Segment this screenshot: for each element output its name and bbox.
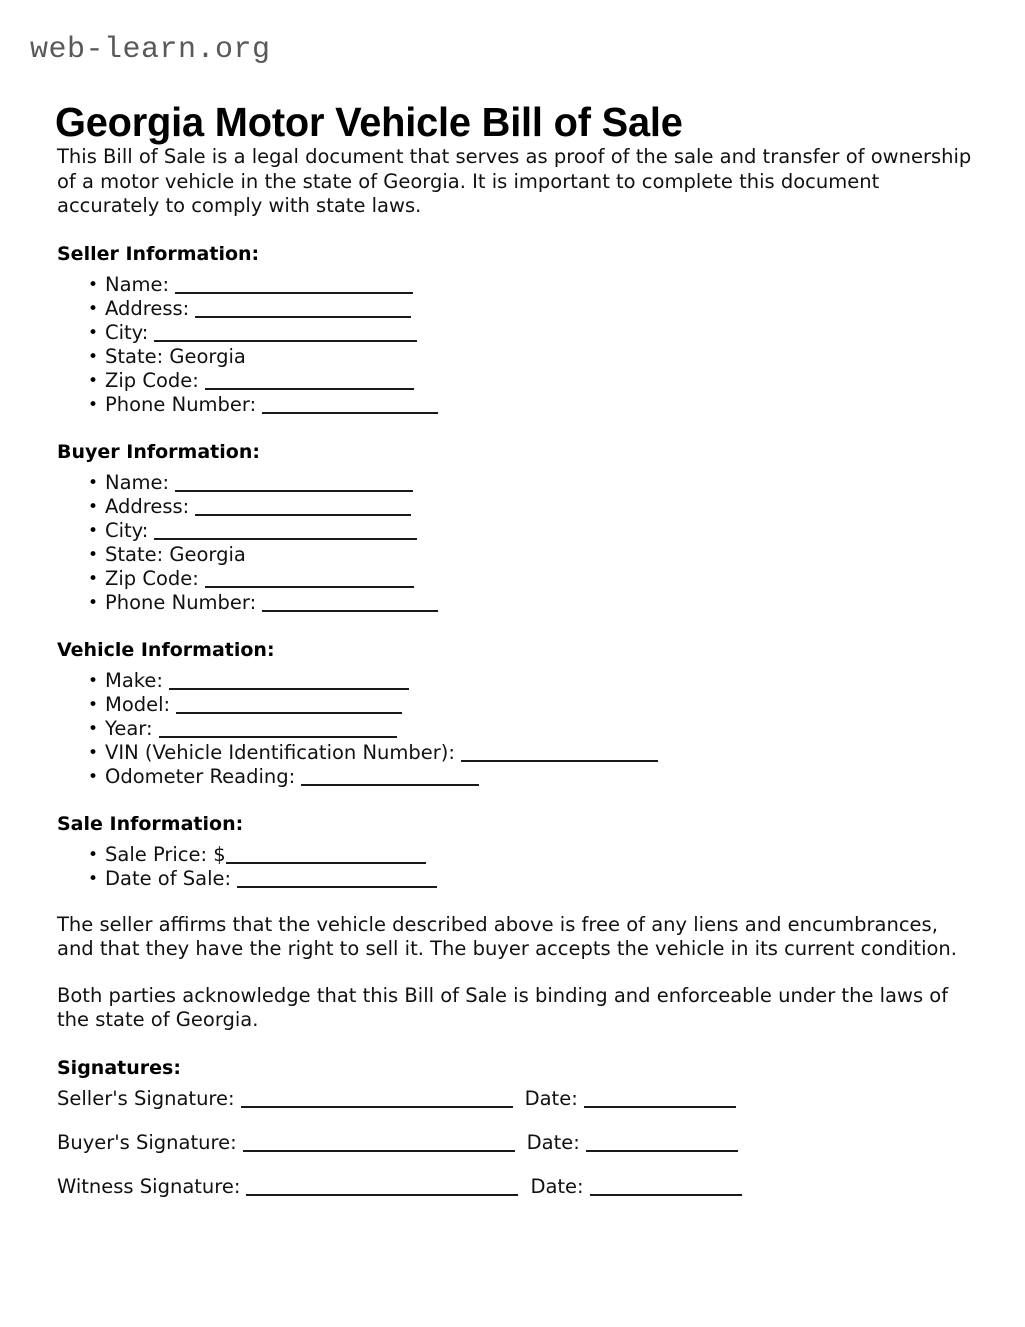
page-title: Georgia Motor Vehicle Bill of Sale [55,99,683,146]
field-list-item [57,297,972,321]
signature-date-blank-line[interactable] [586,1133,738,1152]
field-list-item [57,765,972,789]
intro-paragraph: This Bill of Sale is a legal document that serves as proof of the sale and transfer of ownership of a motor vehicle in the state of Georgia. It is important to complete this document accurately to comply with state laws. [57,145,972,217]
field-list-item [57,345,972,369]
field-label: Date of Sale: [105,866,232,890]
field-blank-line[interactable] [237,869,437,888]
field-list-item [57,867,972,891]
field-label: Address: [105,296,190,320]
field-blank-line[interactable] [159,719,397,738]
document-content [57,145,972,1219]
field-blank-line[interactable] [205,569,414,588]
field-label: Model: [105,692,171,716]
signature-date-blank-line[interactable] [584,1089,736,1108]
field-label: Make: [105,668,163,692]
field-list-item [57,273,972,297]
field-list-item [57,321,972,345]
seller-information-heading: Seller Information: [57,242,260,265]
signature-row [57,1131,972,1155]
buyer-information-fields [57,471,972,615]
field-list-item [57,471,972,495]
field-blank-line[interactable] [175,473,413,492]
field-list-item [57,693,972,717]
signature-blank-line[interactable] [241,1089,513,1108]
sale-information-fields [57,843,972,891]
field-list-item [57,369,972,393]
field-list-item [57,495,972,519]
seller-information-fields [57,273,972,417]
signature-label: Buyer's Signature: [57,1130,237,1154]
buyer-information-heading: Buyer Information: [57,440,260,463]
field-blank-line[interactable] [154,323,417,342]
field-label: Address: [105,494,190,518]
field-blank-line[interactable] [262,395,438,414]
field-list-item [57,543,972,567]
field-list-item [57,669,972,693]
vehicle-information-heading: Vehicle Information: [57,638,275,661]
field-label: Sale Price: $ [105,842,226,866]
field-label: Year: [105,716,153,740]
field-label: Name: [105,470,170,494]
field-label: Phone Number: [105,392,257,416]
field-blank-line[interactable] [169,671,409,690]
field-label: City: [105,320,149,344]
signature-date-label: Date: [530,1174,584,1198]
signature-date-label: Date: [526,1130,580,1154]
field-label: Phone Number: [105,590,257,614]
affirmation-paragraph: The seller affirms that the vehicle described above is free of any liens and encumbrances, and that they have the right to sell it. The buyer accepts the vehicle in its current condition. [57,912,957,960]
field-blank-line[interactable] [175,275,413,294]
signature-label: Seller's Signature: [57,1086,235,1110]
vehicle-information-fields [57,669,972,789]
field-label: Odometer Reading: [105,764,296,788]
field-label: Name: [105,272,170,296]
field-blank-line[interactable] [176,695,402,714]
signature-date-blank-line[interactable] [590,1177,742,1196]
signature-blank-line[interactable] [246,1177,518,1196]
signature-label: Witness Signature: [57,1174,241,1198]
field-blank-line[interactable] [262,593,438,612]
field-list-item [57,393,972,417]
field-blank-line[interactable] [226,845,426,864]
field-label: VIN (Vehicle Identification Number): [105,740,455,764]
field-blank-line[interactable] [195,497,411,516]
signature-row [57,1087,972,1111]
site-brand: web-learn.org [30,33,271,67]
signature-blank-line[interactable] [243,1133,515,1152]
field-list-item [57,843,972,867]
signature-row [57,1175,972,1199]
field-blank-line[interactable] [205,371,414,390]
signature-block [57,1087,972,1199]
field-label: City: [105,518,149,542]
field-label: Zip Code: [105,566,199,590]
field-blank-line[interactable] [301,767,479,786]
field-label: Zip Code: [105,368,199,392]
signatures-heading: Signatures: [57,1056,181,1079]
field-blank-line[interactable] [195,299,411,318]
field-list-item [57,519,972,543]
field-list-item [57,741,972,765]
field-blank-line[interactable] [154,521,417,540]
field-list-item [57,717,972,741]
field-blank-line[interactable] [461,743,658,762]
field-list-item [57,567,972,591]
field-list-item [57,591,972,615]
acknowledgement-paragraph: Both parties acknowledge that this Bill of Sale is binding and enforceable under the laws of the state of Georgia. [57,983,949,1031]
sale-information-heading: Sale Information: [57,812,244,835]
field-label: State: Georgia [105,542,246,566]
signature-date-label: Date: [524,1086,578,1110]
field-label: State: Georgia [105,344,246,368]
